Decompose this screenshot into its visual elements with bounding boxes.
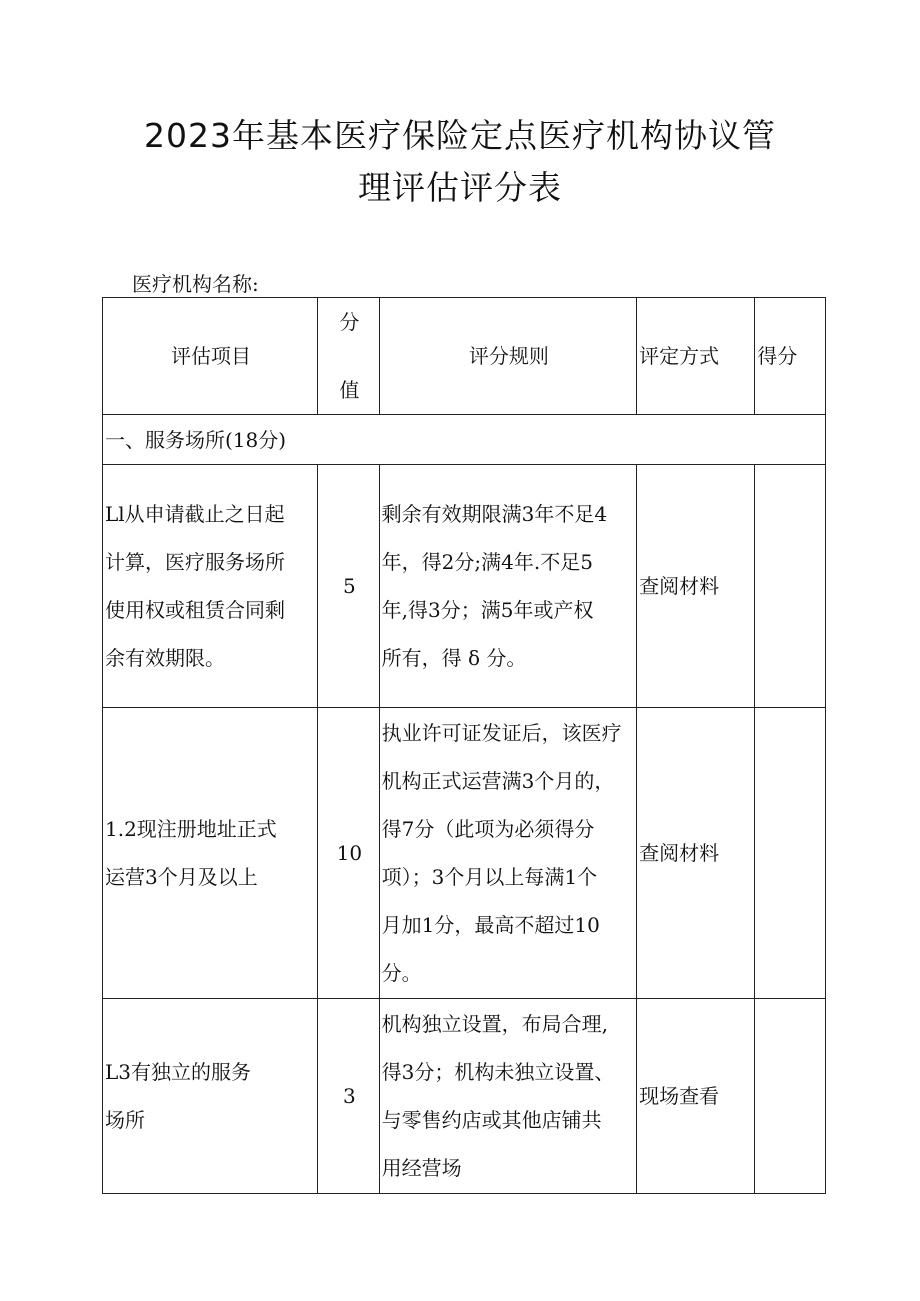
scoring-table <box>102 297 826 1194</box>
row-rule: 剩余有效期限满3年不足4 年，得2分;满4年.不足5 年,得3分；满5年或产权 所有，得 δ 分。 <box>379 465 636 708</box>
title-line-1: 2023年基本医疗保险定点医疗机构协议管 <box>144 116 776 155</box>
header-score-line1: 分 <box>339 310 360 334</box>
row-score: 10 <box>318 708 380 999</box>
row-got[interactable] <box>755 465 826 708</box>
row-method: 查阅材料 <box>637 465 755 708</box>
row-item: L3有独立的服务 场所 <box>103 999 318 1194</box>
row-got[interactable] <box>755 708 826 999</box>
title-line-2: 理评估评分表 <box>358 168 562 207</box>
row-item: Ll从申请截止之日起 计算，医疗服务场所 使用权或租赁合同剩 余有效期限。 <box>103 465 318 708</box>
table-header-row <box>103 298 826 415</box>
header-score <box>318 298 380 415</box>
header-rule: 评分规则 <box>379 298 636 415</box>
header-score-line2: 值 <box>339 378 360 402</box>
row-rule: 机构独立设置，布局合理, 得3分；机构未独立设置、 与零售约店或其他店铺共 用经营场 <box>379 999 636 1194</box>
row-score: 5 <box>318 465 380 708</box>
section-row <box>103 415 826 465</box>
table-row <box>103 999 826 1194</box>
institution-name-label: 医疗机构名称: <box>132 272 259 296</box>
table-row <box>103 465 826 708</box>
row-score: 3 <box>318 999 380 1194</box>
section-title: 一、服务场所(18分) <box>103 415 826 465</box>
header-got: 得分 <box>755 298 826 415</box>
row-rule: 执业许可证发证后，该医疗 机构正式运营满3个月的， 得7分（此项为必须得分 项）；3个月以上每满1个 月加1分，最高不超过10 分。 <box>379 708 636 999</box>
row-method: 现场查看 <box>637 999 755 1194</box>
page-title <box>0 110 920 214</box>
row-got[interactable] <box>755 999 826 1194</box>
header-method: 评定方式 <box>637 298 755 415</box>
row-item: 1.2现注册地址正式 运营3个月及以上 <box>103 708 318 999</box>
header-item: 评估项目 <box>103 298 318 415</box>
row-method: 查阅材料 <box>637 708 755 999</box>
table-row <box>103 708 826 999</box>
